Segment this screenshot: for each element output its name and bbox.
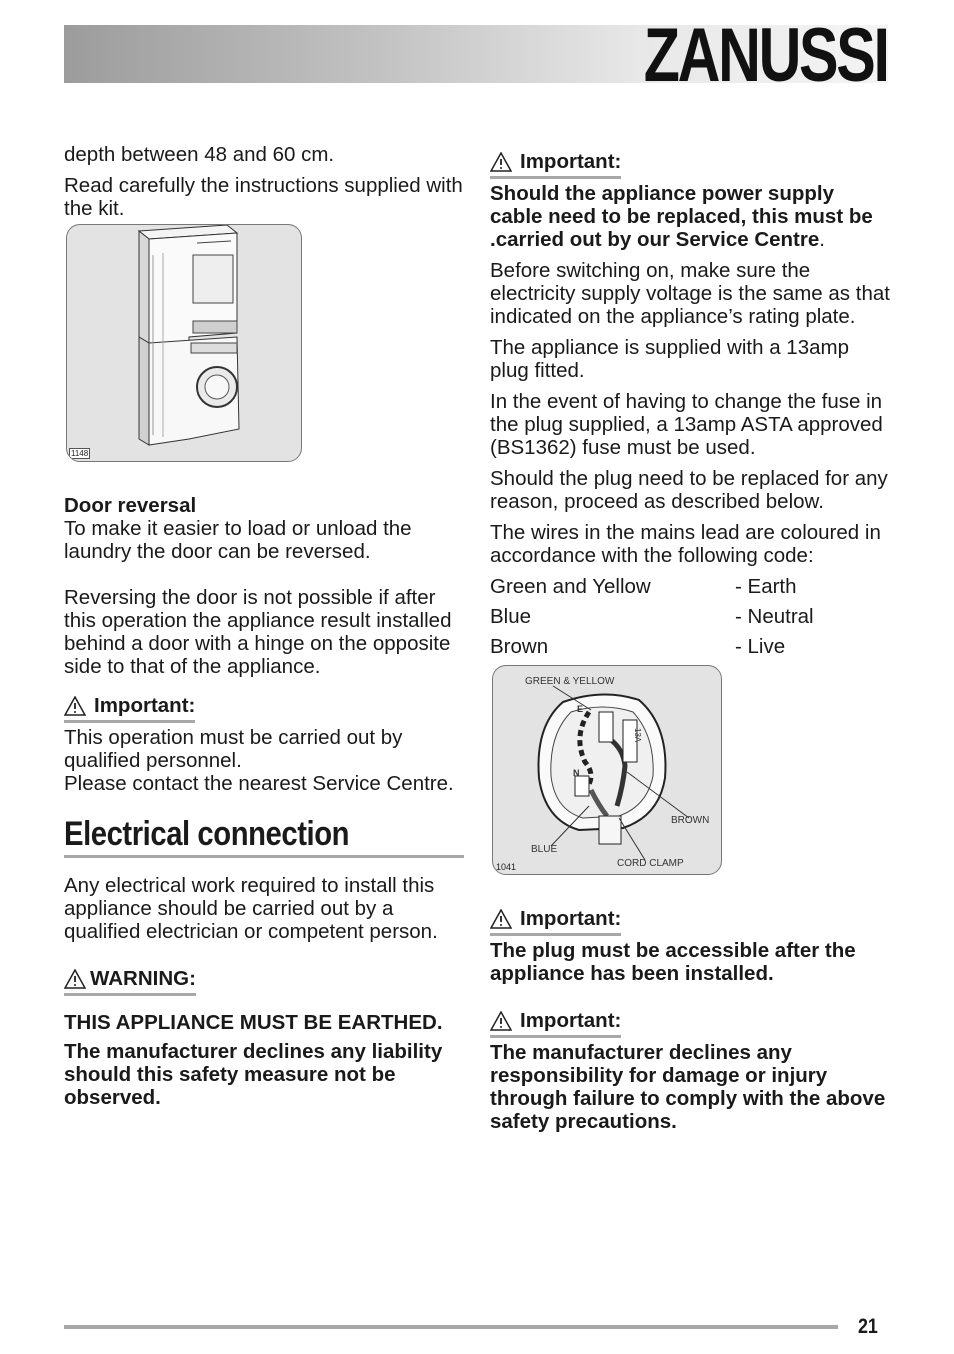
paragraph: depth between 48 and 60 cm. bbox=[64, 143, 335, 166]
left-column bbox=[64, 143, 464, 1109]
wire-colour: Blue bbox=[490, 605, 532, 628]
plug-label-brown: BROWN bbox=[671, 815, 710, 826]
paragraph: Should the plug need to be replaced for any reason, proceed as described below. bbox=[490, 467, 888, 513]
plug-label-green-yellow: GREEN & YELLOW bbox=[525, 676, 615, 687]
important-label: Important: bbox=[520, 150, 622, 173]
paragraph: In the event of having to change the fuse in the plug supplied, a 13amp ASTA approved (BS1362) fuse must be used. bbox=[490, 390, 883, 459]
paragraph: The manufacturer declines any responsibility for damage or injury through failure to comply with the above safety precautions. bbox=[490, 1041, 886, 1133]
wire-row bbox=[490, 575, 890, 598]
section-title-wrap bbox=[64, 815, 464, 858]
warning-block bbox=[64, 967, 464, 1109]
important-label: Important: bbox=[94, 694, 196, 717]
paragraph: The wires in the mains lead are coloured in accordance with the following code: bbox=[490, 521, 881, 567]
important-block bbox=[64, 694, 464, 795]
paragraph: Read carefully the instructions supplied with the kit. bbox=[64, 174, 463, 220]
warning-triangle-icon bbox=[490, 909, 512, 929]
paragraph: Before switching on, make sure the electricity supply voltage is the same as that indicated on the appliance’s rating plate. bbox=[490, 259, 890, 328]
warning-triangle-icon bbox=[64, 969, 86, 989]
important-block bbox=[490, 907, 890, 985]
plug-label-cord-clamp: CORD CLAMP bbox=[617, 858, 684, 869]
important-heading bbox=[490, 1009, 621, 1038]
wire-colour: Green and Yellow bbox=[490, 575, 651, 598]
brand-logo: ZANUSSI bbox=[644, 13, 888, 98]
plug-letter-e: E bbox=[577, 704, 584, 714]
plug-fuse-label: 13A bbox=[633, 728, 642, 743]
paragraph: The plug must be accessible after the appliance has been installed. bbox=[490, 939, 856, 985]
important-label: Important: bbox=[520, 907, 622, 930]
wire-colour: Brown bbox=[490, 635, 549, 658]
figure-code: 1148 bbox=[71, 449, 89, 458]
wire-row bbox=[490, 605, 890, 628]
stacked-appliance-illustration bbox=[67, 225, 301, 461]
important-heading bbox=[490, 150, 621, 179]
important-heading bbox=[490, 907, 621, 936]
warning-triangle-icon bbox=[490, 1011, 512, 1031]
plug-letter-n: N bbox=[573, 768, 580, 778]
plug-wiring-figure bbox=[492, 665, 722, 875]
text: . bbox=[819, 228, 825, 251]
wire-meaning: - Neutral bbox=[735, 605, 814, 628]
paragraph: To make it easier to load or unload the laundry the door can be reversed. bbox=[64, 517, 412, 563]
wire-meaning: - Live bbox=[735, 635, 786, 658]
paragraph bbox=[490, 182, 890, 251]
paragraph: The manufacturer declines any liability should this safety measure not be observed. bbox=[64, 1040, 443, 1109]
bold-text: Should the appliance power supply cable need to be replaced, this must be .carried out by our Service Centre bbox=[490, 182, 873, 251]
door-reversal-heading: Door reversal bbox=[64, 494, 197, 517]
paragraph: Any electrical work required to install this appliance should be carried out by a qualified electrician or competent person. bbox=[64, 874, 438, 943]
footer-rule bbox=[64, 1325, 838, 1329]
plug-wiring-illustration bbox=[493, 666, 721, 874]
warning-triangle-icon bbox=[64, 696, 86, 716]
important-block bbox=[490, 150, 890, 251]
paragraph: Reversing the door is not possible if after this operation the appliance result installed behind a door with a hinge on the opposite side to that of the appliance. bbox=[64, 586, 452, 678]
warning-triangle-icon bbox=[490, 152, 512, 172]
paragraph: THIS APPLIANCE MUST BE EARTHED. bbox=[64, 1011, 443, 1034]
warning-heading bbox=[64, 967, 196, 996]
figure-code: 1041 bbox=[496, 862, 517, 872]
wire-row bbox=[490, 635, 890, 658]
page-number: 21 bbox=[858, 1315, 878, 1338]
wire-meaning: - Earth bbox=[735, 575, 797, 598]
important-block bbox=[490, 1009, 890, 1133]
right-column bbox=[490, 150, 890, 1133]
important-label: Important: bbox=[520, 1009, 622, 1032]
paragraph: Please contact the nearest Service Centre. bbox=[64, 772, 454, 795]
section-title: Electrical connection bbox=[64, 815, 350, 853]
plug-label-blue: BLUE bbox=[531, 844, 558, 855]
paragraph: This operation must be carried out by qualified personnel. bbox=[64, 726, 403, 772]
paragraph: The appliance is supplied with a 13amp plug fitted. bbox=[490, 336, 849, 382]
wire-code-table bbox=[490, 575, 890, 658]
stacked-appliance-figure bbox=[66, 224, 302, 462]
warning-label: WARNING: bbox=[90, 967, 196, 990]
important-heading bbox=[64, 694, 195, 723]
